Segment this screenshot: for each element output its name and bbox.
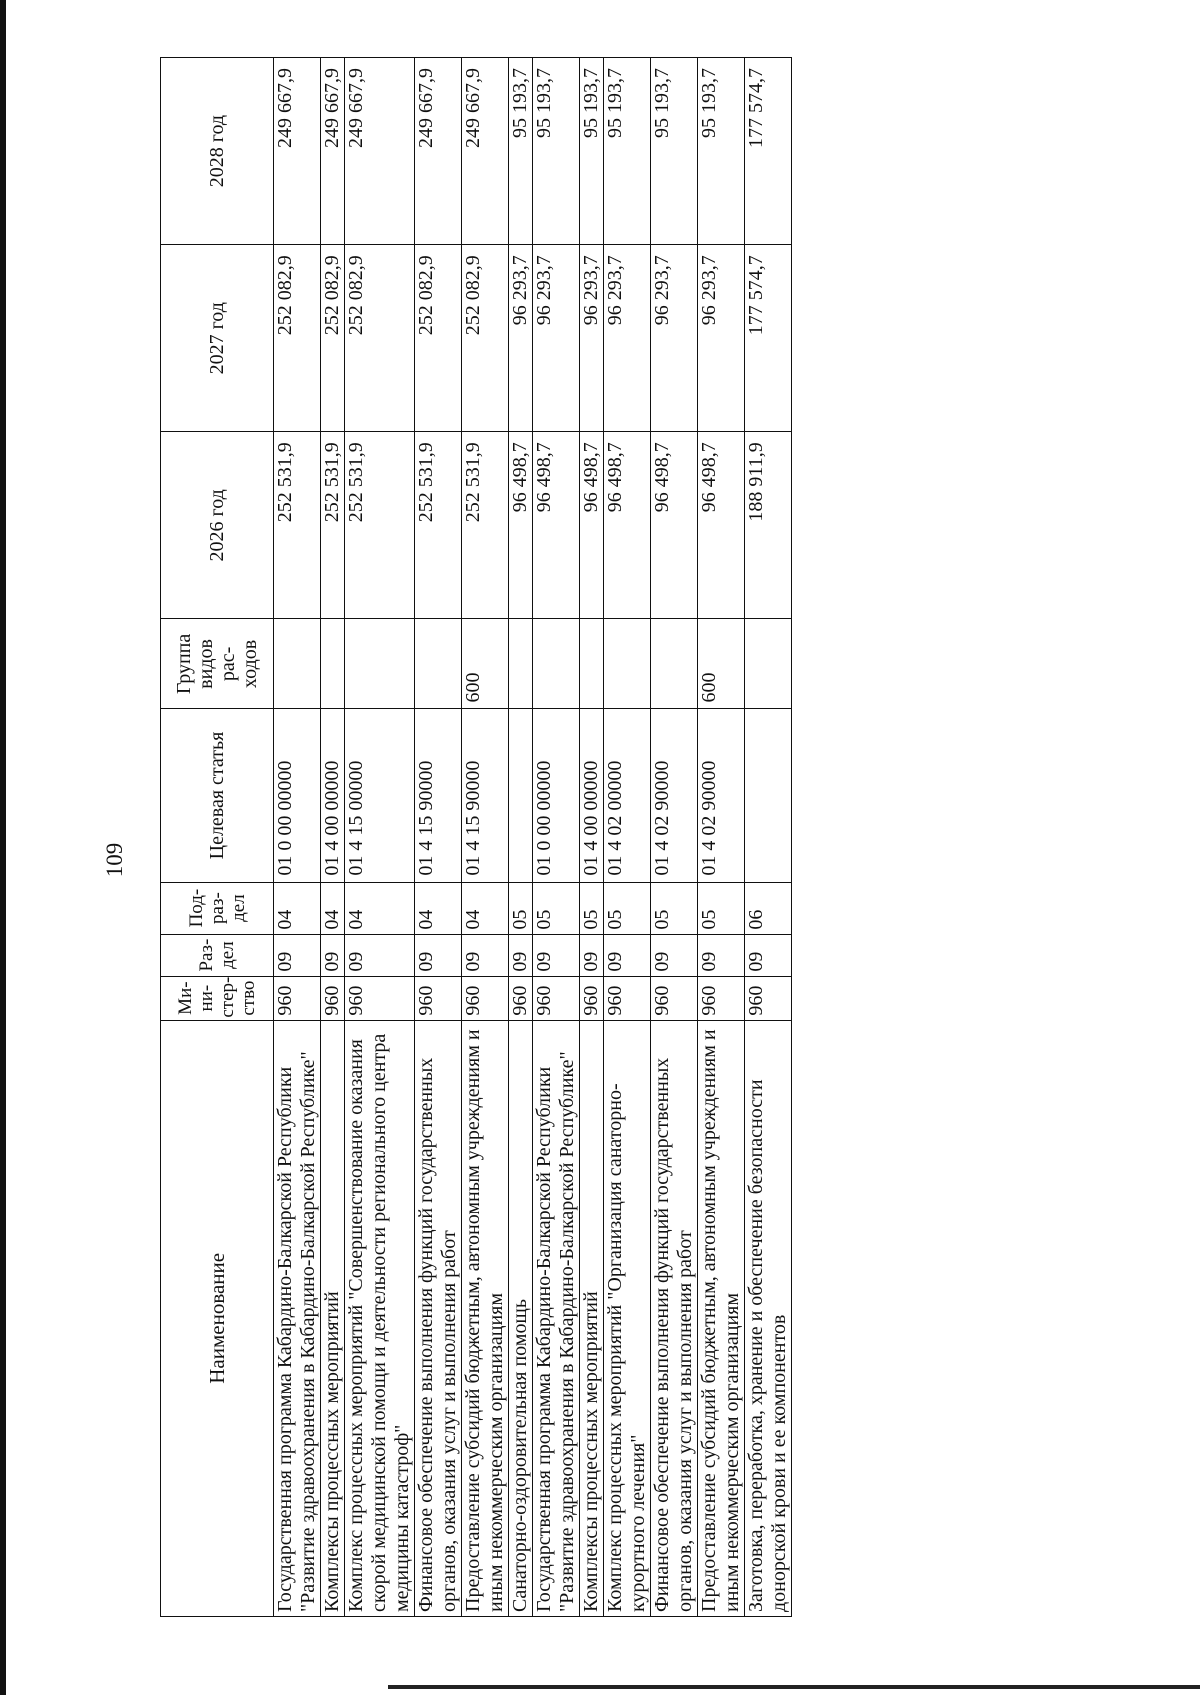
header-name: Наименование [161, 1020, 274, 1616]
table-row [321, 58, 345, 1617]
row-target: 01 4 02 00000 [604, 709, 651, 882]
header-group: Группа видов рас- ходов [161, 619, 274, 709]
row-podrazdel: 04 [415, 882, 462, 934]
row-name: Заготовка, переработка, хранение и обеспечение безопасности донорской крови и ее компонентов [745, 1020, 792, 1616]
budget-table [160, 57, 792, 1617]
row-razdel: 09 [580, 934, 604, 976]
header-2026: 2026 год [161, 432, 274, 619]
row-group [274, 619, 321, 709]
row-ministry: 960 [580, 976, 604, 1020]
table-row [604, 58, 651, 1617]
row-2026: 96 498,7 [698, 432, 745, 619]
table-row [462, 58, 509, 1617]
table-row [274, 58, 321, 1617]
row-ministry: 960 [509, 976, 533, 1020]
row-2028: 249 667,9 [415, 58, 462, 245]
page-number: 109 [102, 842, 127, 878]
row-group [415, 619, 462, 709]
row-2026: 96 498,7 [509, 432, 533, 619]
row-razdel: 09 [698, 934, 745, 976]
row-name: Комплекс процессных мероприятий "Совершенствование оказания скорой медицинской помощи и деятельности регионального центра медицины катастроф" [345, 1020, 415, 1616]
row-2028: 249 667,9 [321, 58, 345, 245]
row-group [321, 619, 345, 709]
row-target: 01 4 15 90000 [415, 709, 462, 882]
row-2028: 95 193,7 [698, 58, 745, 245]
row-group [651, 619, 698, 709]
row-2027: 96 293,7 [533, 245, 580, 432]
header-2027: 2027 год [161, 245, 274, 432]
row-ministry: 960 [345, 976, 415, 1020]
row-target: 01 0 00 00000 [533, 709, 580, 882]
row-2028: 249 667,9 [462, 58, 509, 245]
row-group [580, 619, 604, 709]
row-group [345, 619, 415, 709]
row-name: Комплекс процессных мероприятий "Организация санаторно-курортного лечения" [604, 1020, 651, 1616]
row-razdel: 09 [604, 934, 651, 976]
row-ministry: 960 [533, 976, 580, 1020]
row-podrazdel: 05 [651, 882, 698, 934]
row-podrazdel: 06 [745, 882, 792, 934]
row-name: Государственная программа Кабардино-Балкарской Республики "Развитие здравоохранения в Кабардино-Балкарской Республике" [533, 1020, 580, 1616]
row-ministry: 960 [274, 976, 321, 1020]
row-2027: 252 082,9 [274, 245, 321, 432]
row-target [745, 709, 792, 882]
row-podrazdel: 04 [274, 882, 321, 934]
table-row [580, 58, 604, 1617]
table-row [745, 58, 792, 1617]
row-2026: 96 498,7 [604, 432, 651, 619]
page-edge-rule [0, 0, 6, 1695]
row-target: 01 4 00 00000 [580, 709, 604, 882]
row-group: 600 [698, 619, 745, 709]
row-2028: 95 193,7 [651, 58, 698, 245]
row-razdel: 09 [533, 934, 580, 976]
row-target [509, 709, 533, 882]
row-target: 01 4 15 90000 [462, 709, 509, 882]
row-podrazdel: 05 [509, 882, 533, 934]
row-podrazdel: 05 [698, 882, 745, 934]
row-2027: 252 082,9 [321, 245, 345, 432]
row-2028: 95 193,7 [580, 58, 604, 245]
row-group [509, 619, 533, 709]
row-razdel: 09 [509, 934, 533, 976]
header-ministry: Ми- ни- стер- ство [161, 976, 274, 1020]
row-ministry: 960 [651, 976, 698, 1020]
header-target: Целевая статья [161, 709, 274, 882]
row-razdel: 09 [274, 934, 321, 976]
bottom-rule [388, 1685, 1200, 1689]
row-razdel: 09 [321, 934, 345, 976]
row-2027: 252 082,9 [345, 245, 415, 432]
table-row [509, 58, 533, 1617]
row-2028: 177 574,7 [745, 58, 792, 245]
row-2027: 96 293,7 [651, 245, 698, 432]
row-2027: 96 293,7 [580, 245, 604, 432]
budget-table-wrapper [160, 57, 792, 1617]
row-2028: 249 667,9 [345, 58, 415, 245]
row-2028: 249 667,9 [274, 58, 321, 245]
row-2026: 252 531,9 [415, 432, 462, 619]
row-razdel: 09 [462, 934, 509, 976]
row-group [604, 619, 651, 709]
header-podrazdel: Под- раз- дел [161, 882, 274, 934]
row-2027: 96 293,7 [509, 245, 533, 432]
row-target: 01 4 02 90000 [651, 709, 698, 882]
row-razdel: 09 [415, 934, 462, 976]
row-2026: 252 531,9 [462, 432, 509, 619]
row-razdel: 09 [745, 934, 792, 976]
row-name: Финансовое обеспечение выполнения функций государственных органов, оказания услуг и выполнения работ [415, 1020, 462, 1616]
table-row [345, 58, 415, 1617]
row-name: Предоставление субсидий бюджетным, автономным учреждениям и иным некоммерческим организациям [462, 1020, 509, 1616]
row-razdel: 09 [651, 934, 698, 976]
row-podrazdel: 04 [321, 882, 345, 934]
row-name: Государственная программа Кабардино-Балкарской Республики "Развитие здравоохранения в Кабардино-Балкарской Республике" [274, 1020, 321, 1616]
row-ministry: 960 [462, 976, 509, 1020]
row-2028: 95 193,7 [604, 58, 651, 245]
row-target: 01 4 02 90000 [698, 709, 745, 882]
row-name: Комплексы процессных мероприятий [580, 1020, 604, 1616]
row-name: Финансовое обеспечение выполнения функций государственных органов, оказания услуг и выполнения работ [651, 1020, 698, 1616]
row-group [745, 619, 792, 709]
row-2026: 188 911,9 [745, 432, 792, 619]
row-name: Комплексы процессных мероприятий [321, 1020, 345, 1616]
table-row [415, 58, 462, 1617]
row-2027: 96 293,7 [604, 245, 651, 432]
row-target: 01 0 00 00000 [274, 709, 321, 882]
row-group: 600 [462, 619, 509, 709]
row-podrazdel: 05 [604, 882, 651, 934]
table-row [533, 58, 580, 1617]
row-razdel: 09 [345, 934, 415, 976]
row-2028: 95 193,7 [533, 58, 580, 245]
table-row [698, 58, 745, 1617]
row-2027: 252 082,9 [415, 245, 462, 432]
row-ministry: 960 [604, 976, 651, 1020]
row-target: 01 4 00 00000 [321, 709, 345, 882]
row-2027: 252 082,9 [462, 245, 509, 432]
table-header-row [161, 58, 274, 1617]
row-name: Предоставление субсидий бюджетным, автономным учреждениям и иным некоммерческим организациям [698, 1020, 745, 1616]
row-target: 01 4 15 00000 [345, 709, 415, 882]
row-podrazdel: 05 [580, 882, 604, 934]
row-2027: 177 574,7 [745, 245, 792, 432]
row-2026: 96 498,7 [533, 432, 580, 619]
row-2026: 252 531,9 [274, 432, 321, 619]
row-2026: 96 498,7 [580, 432, 604, 619]
row-2026: 252 531,9 [321, 432, 345, 619]
row-ministry: 960 [321, 976, 345, 1020]
row-2026: 252 531,9 [345, 432, 415, 619]
header-razdel: Раз- дел [161, 934, 274, 976]
header-2028: 2028 год [161, 58, 274, 245]
row-name: Санаторно-оздоровительная помощь [509, 1020, 533, 1616]
row-group [533, 619, 580, 709]
row-2028: 95 193,7 [509, 58, 533, 245]
row-2027: 96 293,7 [698, 245, 745, 432]
row-podrazdel: 04 [462, 882, 509, 934]
row-ministry: 960 [698, 976, 745, 1020]
row-ministry: 960 [415, 976, 462, 1020]
row-2026: 96 498,7 [651, 432, 698, 619]
table-row [651, 58, 698, 1617]
row-podrazdel: 05 [533, 882, 580, 934]
row-ministry: 960 [745, 976, 792, 1020]
row-podrazdel: 04 [345, 882, 415, 934]
